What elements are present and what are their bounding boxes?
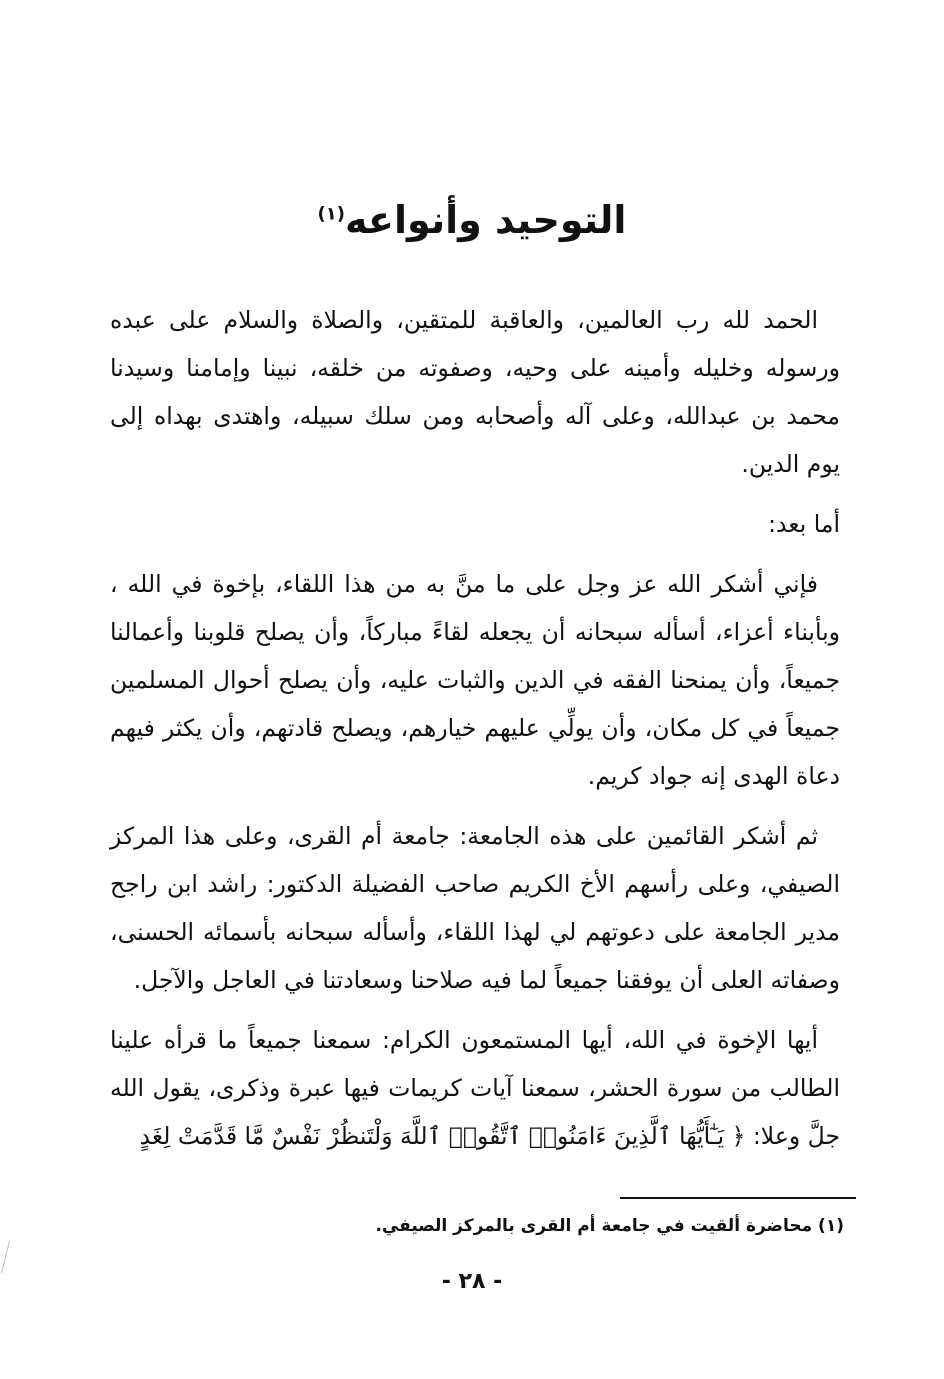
footnote-divider (620, 1197, 856, 1199)
body-text (110, 296, 840, 1172)
paragraph-thanks: فإني أشكر الله عز وجل على ما منَّ به من هذا اللقاء، بإخوة في الله ، وبأبناء أعزاء، أسأله سبحانه أن يجعله لقاءً مباركاً، وأن يصلح قلوبنا وأعمالنا جميعاً، وأن يمنحنا الفقه في الدين والثبات عليه، وأن يصلح أحوال المسلمين جميعاً في كل مكان، وأن يولِّي عليهم خيارهم، ويصلح قادتهم، وأن يكثر فيهم دعاة الهدى إنه جواد كريم. (110, 570, 840, 790)
paragraph-brothers-text: أيها الإخوة في الله، أيها المستمعون الكرام: سمعنا جميعاً ما قرأه علينا الطالب من سورة الحشر، سمعنا آيات كريمات فيها عبرة وذكرى، يقول الله جلَّ وعلا: (110, 1026, 840, 1150)
paragraph-university: ثم أشكر القائمين على هذه الجامعة: جامعة أم القرى، وعلى هذا المركز الصيفي، وعلى رأسهم الأخ الكريم صاحب الفضيلة الدكتور: راشد ابن راجح مدير الجامعة على دعوتهم لي لهذا اللقاء، وأسأله سبحانه بأسمائه الحسنى، وصفاته العلى أن يوفقنا جميعاً لما فيه صلاحنا وسعادتنا في العاجل والآجل. (110, 822, 840, 994)
footnote: (١) محاضرة ألقيت في جامعة أم القرى بالمركز الصيفي. (375, 1216, 844, 1236)
page-number: - ٢٨ - (441, 1269, 503, 1294)
paragraph-opening: الحمد لله رب العالمين، والعاقبة للمتقين، والصلاة والسلام على عبده ورسوله وخليله وأمينه على وحيه، وصفوته من خلقه، نبينا وإمامنا وسيدنا محمد بن عبدالله، وعلى آله وأصحابه ومن سلك سبيله، واهتدى بهداه إلى يوم الدين. (110, 306, 840, 478)
page-title (0, 192, 944, 248)
title-text: التوحيد وأنواعه (344, 198, 627, 242)
title-footnote-ref: (١) (317, 203, 345, 225)
paragraph-brothers (110, 1016, 840, 1160)
quran-verse: ﴿ يَـٰٓأَيُّهَا ٱلَّذِينَ ءَامَنُوا۟ ٱتَّقُوا۟ ٱللَّهَ وَلْتَنظُرْ نَفْسٌ مَّا قَدَّمَتْ لِغَدٍ (139, 1122, 746, 1150)
paragraph-amma-bad: أما بعد: (768, 510, 840, 538)
